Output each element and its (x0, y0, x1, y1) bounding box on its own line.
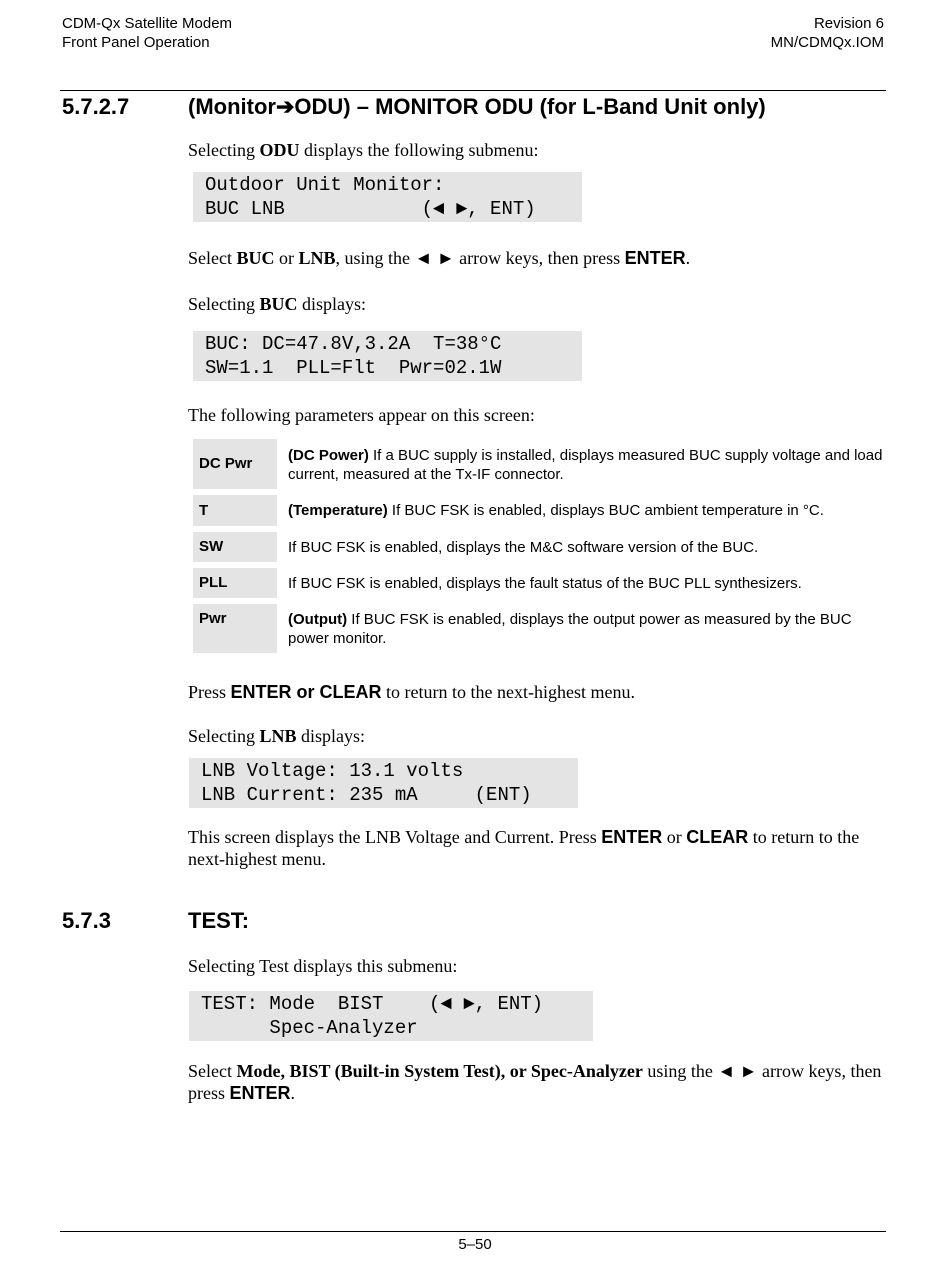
param-key: PLL (193, 568, 277, 598)
lcd-line: Outdoor Unit Monitor: (205, 174, 445, 196)
select-buc-lnb: Select BUC or LNB, using the ◄ ► arrow keys, then press ENTER. (188, 248, 691, 268)
test-intro: Selecting Test displays this submenu: (188, 956, 458, 976)
param-desc: If BUC FSK is enabled, displays the fault status of the BUC PLL synthesizers. (288, 575, 802, 592)
press-enter-clear: Press ENTER or CLEAR to return to the next-highest menu. (188, 682, 635, 702)
param-row (193, 495, 888, 526)
param-desc: (DC Power) If a BUC supply is installed, displays measured BUC supply voltage and load current, measured at the Tx-IF connector. (288, 447, 883, 483)
section-number: 5.7.2.7 (62, 94, 130, 119)
param-key: Pwr (193, 604, 277, 653)
revision: Revision 6 (813, 15, 884, 32)
lcd-odu-monitor (193, 172, 582, 222)
lcd-buc (193, 331, 582, 381)
section-title: (Monitor➔ODU) – MONITOR ODU (for L-Band Unit only) (188, 94, 766, 119)
manual-title: CDM-Qx Satellite Modem (62, 15, 233, 32)
chapter-title: Front Panel Operation (62, 34, 210, 51)
lnb-description: This screen displays the LNB Voltage and Current. Press ENTER or CLEAR to return to the next-highest menu. (188, 827, 860, 869)
running-header-left (62, 14, 232, 52)
lcd-line: BUC LNB (◄ ►, ENT) (205, 198, 536, 220)
param-row (193, 604, 888, 653)
footer-rule (60, 1231, 886, 1232)
buc-intro: Selecting BUC displays: (188, 294, 367, 314)
param-desc: (Output) If BUC FSK is enabled, displays the output power as measured by the BUC power monitor. (288, 611, 852, 647)
page-number: 5–50 (458, 1236, 492, 1253)
param-row (193, 439, 888, 489)
lcd-line: LNB Current: 235 mA (ENT) (201, 784, 532, 806)
lcd-line: SW=1.1 PLL=Flt Pwr=02.1W (205, 357, 502, 379)
lcd-line: Spec-Analyzer (201, 1017, 418, 1039)
param-key: SW (193, 532, 277, 562)
param-row (193, 532, 888, 562)
param-key: T (193, 495, 277, 526)
lcd-line: TEST: Mode BIST (◄ ►, ENT) (201, 993, 544, 1015)
section-number: 5.7.3 (62, 908, 111, 933)
header-rule (60, 90, 886, 91)
lcd-line: LNB Voltage: 13.1 volts (201, 760, 464, 782)
lcd-test (189, 991, 593, 1041)
lcd-lnb (189, 758, 578, 808)
param-desc: (Temperature) If BUC FSK is enabled, displays BUC ambient temperature in °C. (288, 502, 824, 519)
params-intro: The following parameters appear on this screen: (188, 405, 535, 425)
section-title: TEST: (188, 908, 250, 933)
running-header-right (771, 14, 884, 52)
document-id: MN/CDMQx.IOM (770, 34, 884, 51)
odu-intro: Selecting ODU displays the following submenu: (188, 140, 539, 160)
param-row (193, 568, 888, 598)
lnb-intro: Selecting LNB displays: (188, 726, 366, 746)
test-select: Select Mode, BIST (Built-in System Test), or Spec-Analyzer using the ◄ ► arrow keys, then press ENTER. (188, 1061, 882, 1103)
param-key: DC Pwr (193, 439, 277, 489)
param-desc: If BUC FSK is enabled, displays the M&C software version of the BUC. (288, 539, 759, 556)
lcd-line: BUC: DC=47.8V,3.2A T=38°C (205, 333, 502, 355)
